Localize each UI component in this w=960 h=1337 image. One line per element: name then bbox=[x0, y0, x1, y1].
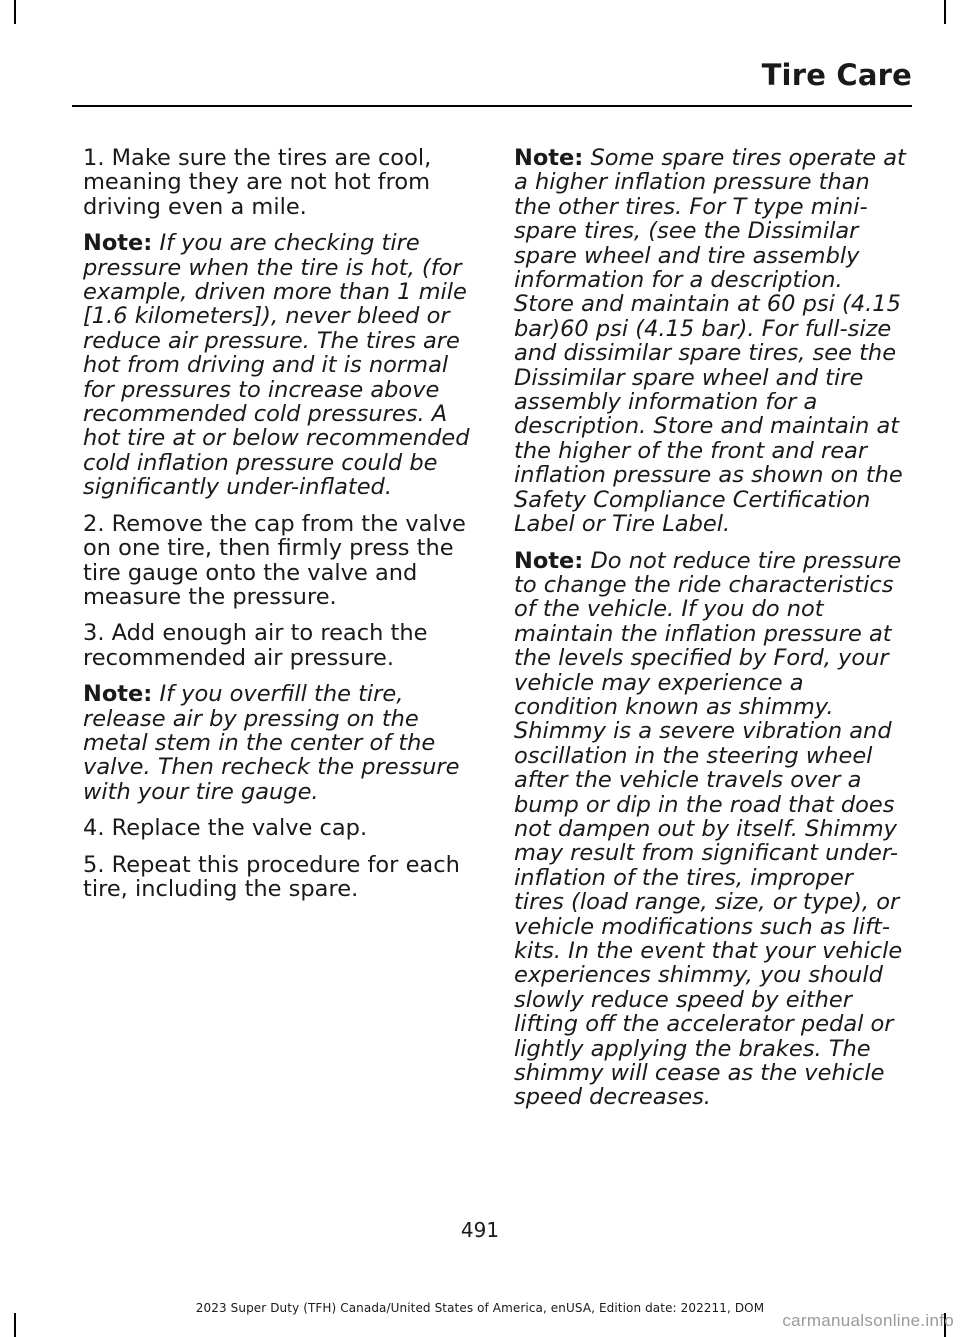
note-text: If you are checking tire pressure when the tire is hot, (for example, driven more than 1 mile [1.6 kilometers]), never bleed or reduce air pressure. The tires are hot from driving and it is normal for pressures to increase above recommended cold pressures. A hot tire at or below recommended cold inflation pressure could be significantly under-inflated. bbox=[83, 230, 470, 501]
step-2: 2. Remove the cap from the valve on one tire, then firmly press the tire gauge onto the valve and measure the pressure. bbox=[83, 510, 466, 610]
note-text: If you overfill the tire, release air by pressing on the metal stem in the center of the valve. Then recheck the pressure with your tire gauge. bbox=[83, 681, 460, 805]
crop-mark-bottom-left bbox=[14, 1313, 16, 1337]
note-hot-tire bbox=[83, 231, 476, 499]
note-label: Note: bbox=[83, 681, 153, 708]
step-4: 4. Replace the valve cap. bbox=[83, 815, 368, 842]
crop-mark-top-right bbox=[944, 0, 946, 24]
right-column bbox=[514, 146, 907, 1122]
left-column bbox=[83, 146, 476, 913]
page-number: 491 bbox=[460, 1218, 500, 1242]
page-title: Tire Care bbox=[761, 58, 912, 92]
step-3: 3. Add enough air to reach the recommended air pressure. bbox=[83, 620, 428, 671]
note-label: Note: bbox=[83, 230, 153, 257]
note-text: Some spare tires operate at a higher inflation pressure than the other tires. For T type mini-spare tires, (see the Dissimilar spare wheel and tire assembly information for a description. Store and maintain at 60 psi (4.15 bar)60 psi (4.15 bar). For full-size and dissimilar spare tires, see the Dissimilar spare wheel and tire assembly information for a description. Store and maintain at the higher of the front and rear inflation pressure as shown on the Safety Compliance Certification Label or Tire Label. bbox=[514, 145, 906, 538]
step-5: 5. Repeat this procedure for each tire, including the spare. bbox=[83, 851, 460, 902]
note-label: Note: bbox=[514, 547, 584, 574]
step-1: 1. Make sure the tires are cool, meaning they are not hot from driving even a mile. bbox=[83, 145, 432, 220]
crop-mark-top-left bbox=[14, 0, 16, 24]
note-text: Do not reduce tire pressure to change the ride characteristics of the vehicle. If you do not maintain the inflation pressure at the levels specified by Ford, your vehicle may experience a condition known as shimmy. Shimmy is a severe vibration and oscillation in the steering wheel after the vehicle travels over a bump or dip in the road that does not dampen out by itself. Shimmy may result from significant under-inflation of the tires, improper tires (load range, size, or type), or vehicle modifications such as lift-kits. In the event that your vehicle experiences shimmy, you should slowly reduce speed by either lifting off the accelerator pedal or lightly applying the brakes. The shimmy will cease as the vehicle speed decreases. bbox=[514, 547, 903, 1111]
note-label: Note: bbox=[514, 145, 584, 171]
note-overfill bbox=[83, 682, 476, 804]
header-divider bbox=[72, 105, 912, 107]
note-spare-tires bbox=[514, 146, 907, 537]
watermark: carmanualsonline.info bbox=[782, 1311, 954, 1330]
footer-edition: 2023 Super Duty (TFH) Canada/United States of America, enUSA, Edition date: 202211, DOM bbox=[195, 1301, 765, 1315]
note-shimmy bbox=[514, 549, 907, 1110]
